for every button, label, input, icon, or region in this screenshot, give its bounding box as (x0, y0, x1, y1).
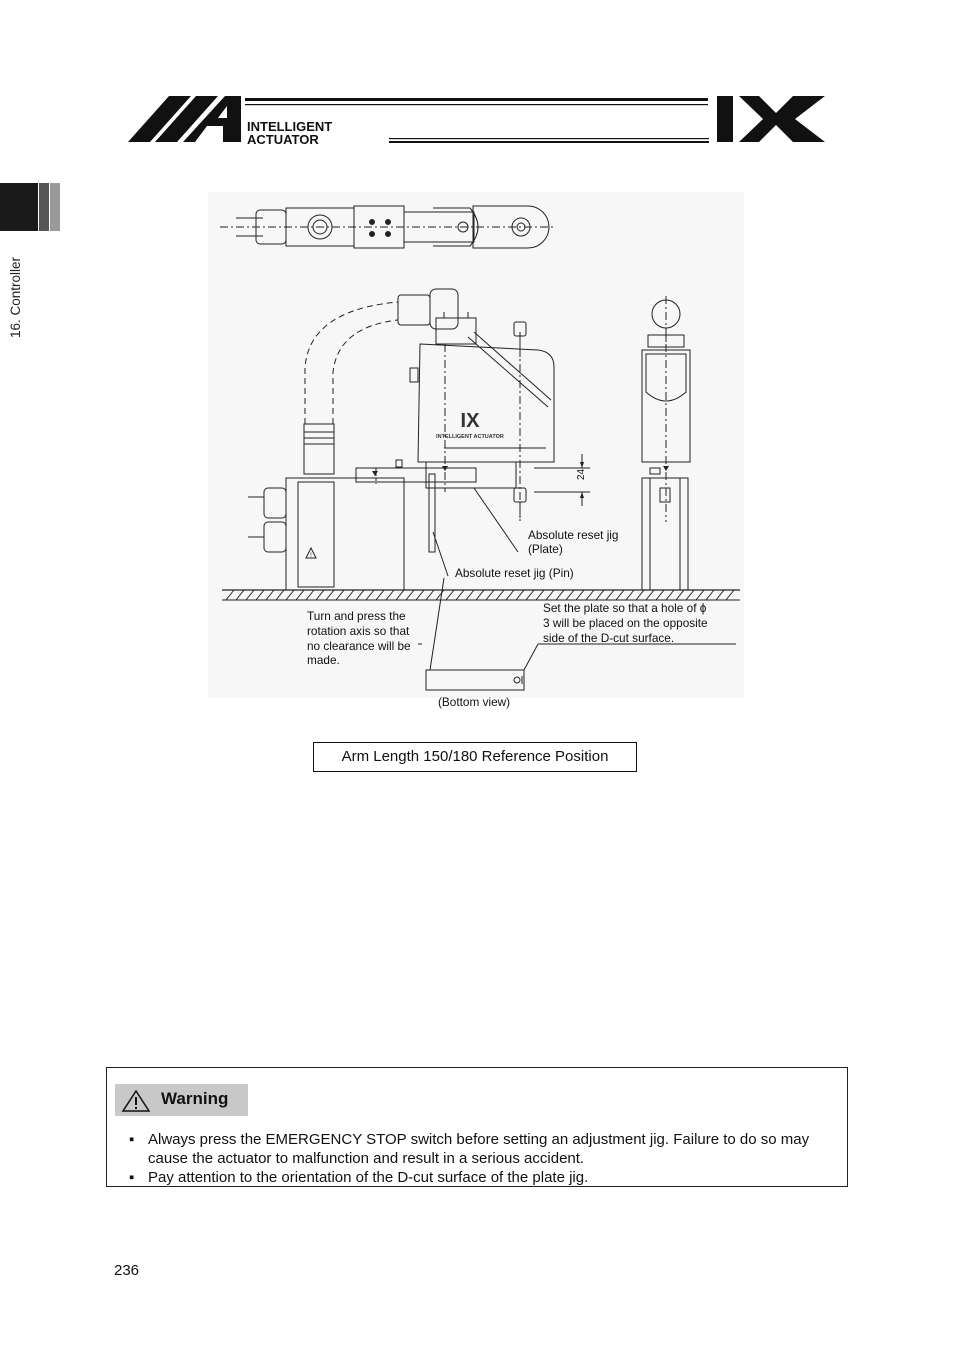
label-plate-1: Absolute reset jig (528, 528, 619, 542)
unit-logo-sub: INTELLIGENT ACTUATOR (436, 434, 504, 440)
label-set-2: 3 will be placed on the opposite (543, 616, 708, 630)
unit-logo: IX (460, 410, 480, 432)
floor-hatch (222, 590, 740, 600)
figure-caption: Arm Length 150/180 Reference Position (313, 742, 637, 772)
svg-text:!: ! (310, 553, 312, 559)
logo-line2: ACTUATOR (247, 132, 319, 147)
label-turn-3: no clearance will be (307, 639, 411, 653)
label-turn-1: Turn and press the (307, 609, 406, 623)
end-view (642, 296, 690, 590)
warning-header (115, 1084, 248, 1116)
label-set-3: side of the D-cut surface. (543, 631, 675, 645)
chapter-label: 16. Controller (8, 256, 23, 338)
dimension-24: 24 (576, 468, 587, 480)
warning-title: Warning (161, 1089, 229, 1108)
label-turn-2: rotation axis so that (307, 624, 410, 638)
warning-item: ▪ Pay attention to the orientation of the D-cut surface of the plate jig. (129, 1169, 589, 1186)
label-pin: Absolute reset jig (Pin) (455, 566, 574, 580)
label-turn-4: made. (307, 653, 340, 667)
warning-list (127, 1130, 843, 1187)
header-logo (125, 92, 830, 150)
label-bottom-view: (Bottom view) (438, 695, 511, 709)
chapter-tab (0, 183, 62, 231)
label-set-1: Set the plate so that a hole of ϕ (543, 601, 707, 615)
page-number: 236 (114, 1262, 140, 1279)
warning-triangle-icon (121, 1089, 151, 1113)
logo-line1: INTELLIGENT (247, 119, 333, 134)
top-view-arm (220, 206, 553, 248)
warning-box (106, 1067, 848, 1187)
warning-item: ▪ Always press the EMERGENCY STOP switch before setting an adjustment jig. Failure to do so may cause the actuator to malfunction and result in a serious accident. (129, 1131, 810, 1167)
label-plate-2: (Plate) (528, 542, 563, 556)
technical-drawing (208, 192, 744, 709)
